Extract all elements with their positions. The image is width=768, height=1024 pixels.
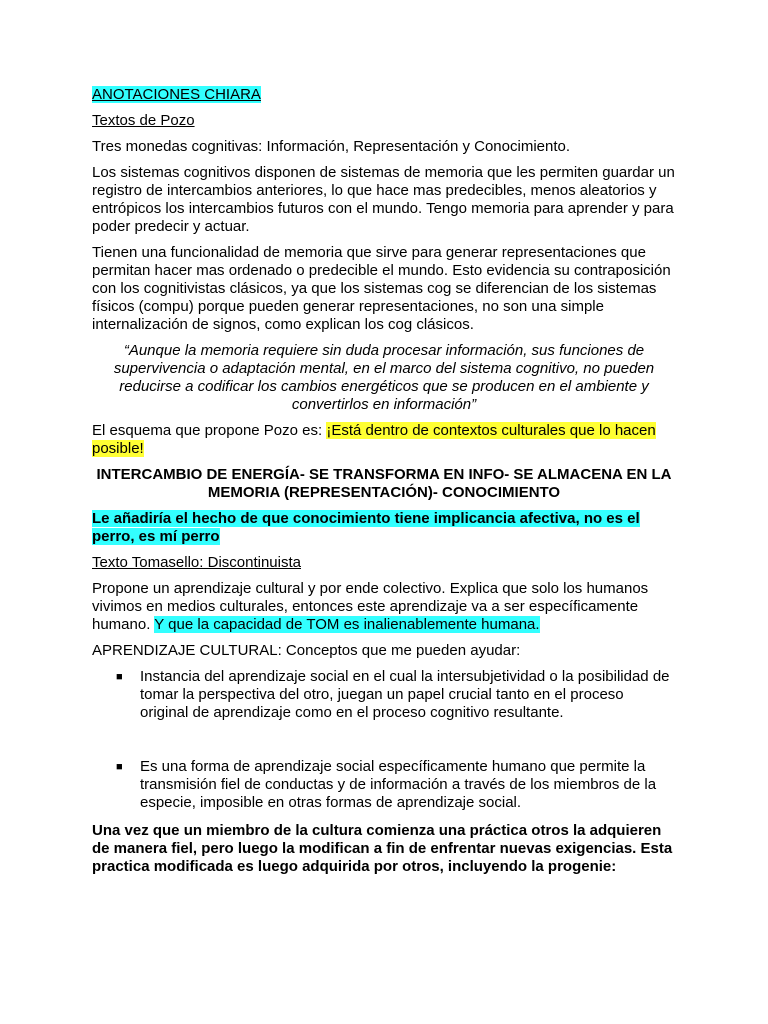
paragraph-esquema (92, 422, 676, 458)
aprendizaje-highlight: Y que la capacidad de TOM es inalienablemente humana. (154, 616, 540, 633)
esquema-text: El esquema que propone Pozo es: (92, 422, 327, 439)
paragraph-aprendizaje (92, 580, 676, 634)
list-item (92, 668, 676, 722)
paragraph-final: Una vez que un miembro de la cultura comienza una práctica otros la adquieren de manera fiel, pero luego la modifican a fin de enfrentar nuevas exigencias. Esta practica modificada es luego adquirida por otros, incluyendo la progenie: (92, 822, 673, 875)
list-item (92, 758, 676, 812)
affective-note (92, 510, 676, 546)
subtitle-tomasello-text: Texto Tomasello: Discontinuista (92, 554, 301, 571)
paragraph-memoria: Los sistemas cognitivos disponen de sistemas de memoria que les permiten guardar un registro de intercambios anteriores, lo que hace mas predecibles, menos aleatorios y entrópicos los intercambios futuros con el mundo. Tengo memoria para aprender y para poder predecir y actuar. (92, 164, 675, 235)
affective-note-text: Le añadiría el hecho de que conocimiento tiene implicancia afectiva, no es el perro, es mí perro (92, 510, 640, 545)
scheme-heading: INTERCAMBIO DE ENERGÍA- SE TRANSFORMA EN INFO- SE ALMACENA EN LA MEMORIA (REPRESENTACIÓN)- CONOCIMIENTO (96, 466, 672, 501)
bullet-square-icon: ■ (116, 671, 123, 683)
subtitle-tomasello (92, 554, 676, 572)
concept-list (92, 668, 676, 812)
aprendizaje-text: Propone un aprendizaje cultural y por ende colectivo. Explica que solo los humanos vivimos en medios culturales, entonces este aprendizaje va a ser específicamente humano. (92, 580, 649, 633)
doc-title (92, 86, 676, 104)
paragraph-funcionalidad: Tienen una funcionalidad de memoria que sirve para generar representaciones que permitan hacer mas ordenado o predecible el mundo. Esto evidencia su contraposición con los cognitivistas clásicos, ya que los sistemas cog se diferencian de los sistemas físicos (compu) porque pueden generar representaciones, no son una simple internalización de signos, como explican los cog clásicos. (92, 244, 671, 333)
esquema-highlight: ¡Está dentro de contextos culturales que lo hacen posible! (92, 422, 656, 457)
paragraph-monedas: Tres monedas cognitivas: Información, Representación y Conocimiento. (92, 138, 571, 155)
list-item-text: Es una forma de aprendizaje social específicamente humano que permite la transmisión fiel de conductas y de información a través de los miembros de la especie, imposible en otras formas de aprendizaje social. (140, 758, 657, 811)
list-item-text: Instancia del aprendizaje social en el cual la intersubjetividad o la posibilidad de tomar la perspectiva del otro, juegan un papel crucial tanto en el proceso original de aprendizaje como en el proceso cognitivo resultante. (140, 668, 670, 721)
subtitle-pozo (92, 112, 676, 130)
doc-title-text: ANOTACIONES CHIARA (92, 86, 261, 103)
subtitle-pozo-text: Textos de Pozo (92, 112, 195, 129)
paragraph-aprendizaje-cultural: APRENDIZAJE CULTURAL: Conceptos que me pueden ayudar: (92, 642, 521, 659)
bullet-square-icon: ■ (116, 761, 123, 773)
quote-pozo: “Aunque la memoria requiere sin duda procesar información, sus funciones de supervivencia o adaptación mental, en el marco del sistema cognitivo, no pueden reducirse a codificar los cambios energéticos que se producen en el ambiente y convertirlos en información” (113, 342, 655, 413)
document-page (92, 86, 676, 884)
